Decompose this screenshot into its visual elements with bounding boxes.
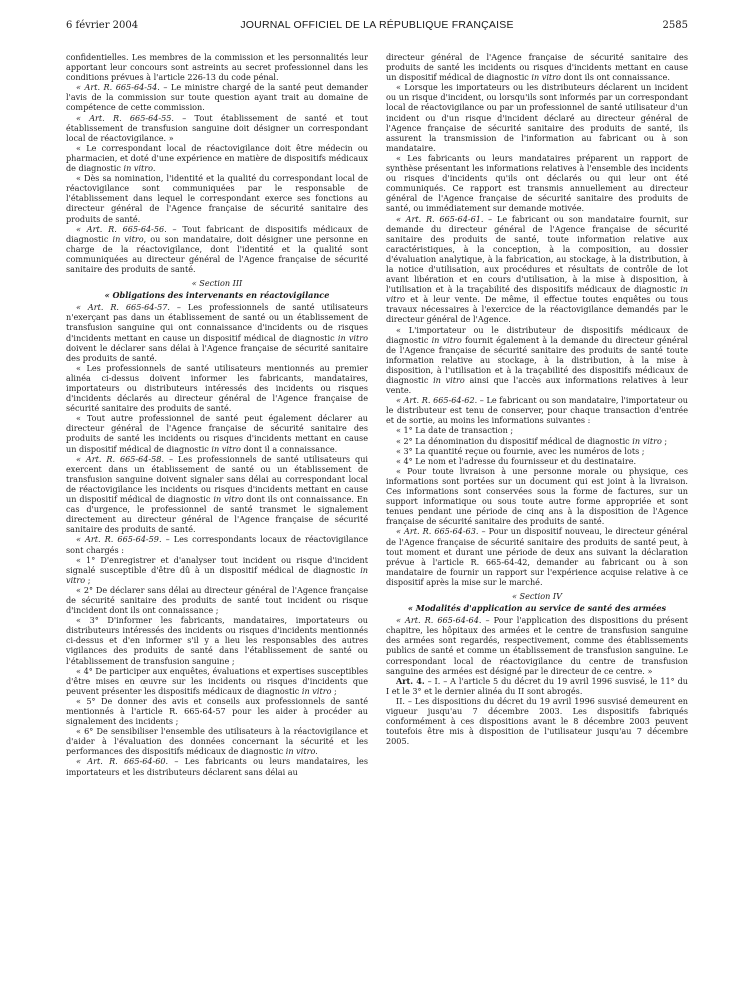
- section-subtitle: « Modalités d'application au service de santé des armées: [407, 603, 667, 614]
- paragraph: confidentielles. Les membres de la commission et les personnalités leur apportant leur concours sont astreints au secret professionnel dans les conditions prévues à l'article 226-13 du code pénal.: [66, 52, 368, 83]
- paragraph: « L'importateur ou le distributeur de dispositifs médicaux de diagnostic in vitro fournit également à la demande du directeur général de l'Agence française de sécurité sanitaire des produits de santé toute information relative au stockage, à la distribution, à la mise à disposition, à l'utilisation et à la traçabilité des dispositifs médicaux de diagnostic in vitro ainsi que l'accès aux informations relatives à leur vente.: [386, 324, 689, 396]
- page-header: [66, 16, 688, 36]
- list-item: « 3° La quantité reçue ou fournie, avec les numéros de lots ;: [396, 445, 645, 456]
- list-item: « 2° De déclarer sans délai au directeur général de l'Agence française de sécurité sanitaire des produits de santé tout incident ou risque d'incident dont ils ont connaissance ;: [66, 584, 368, 616]
- article-paragraph: « Art. R. 665-64-57. – Les professionnels de santé utilisateurs n'exerçant pas dans un établissement de santé ou un établissement de transfusion sanguine qui ont connaissance d'incidents ou de risques d'incidents mettant en cause un dispositif médical de diagnostic in vitro doivent le déclarer sans délai à l'Agence française de sécurité sanitaire des produits de santé.: [66, 302, 368, 363]
- article-paragraph: « Art. R. 665-64-58. – Les professionnels de santé utilisateurs qui exercent dans un établissement de santé ou un établissement de transfusion sanguine doivent signaler sans délai au correspondant local de réactovigilance les incidents ou risques d'incidents mettant en cause un dispositif médical de diagnostic in vitro dont ils ont connaissance. En cas d'urgence, le professionnel de santé transmet le signalement directement au directeur général de l'Agence française de sécurité sanitaire des produits de santé.: [66, 453, 368, 535]
- paragraph: « Lorsque les importateurs ou les distributeurs déclarent un incident ou un risque d'incident, ou lorsqu'ils sont informés par un correspondant local de réactovigilance ou par un professionnel de santé utilisateur d'un incident ou d'un risque d'incident déclaré au directeur général de l'Agence française de sécurité sanitaire des produits de santé, ils assurent la transmission de l'information au fabricant ou à son mandataire.: [386, 82, 688, 153]
- list-item: « 1° La date de transaction ;: [396, 425, 514, 436]
- header-page-number: 2585: [662, 20, 688, 31]
- left-column: [66, 52, 368, 777]
- paragraph: « Pour toute livraison à une personne morale ou physique, ces informations sont portées sur un document qui est joint à la livraison. Ces informations sont conservées sous la forme de factures, sur un support informatique ou sous toute autre forme appropriée et sont tenues pendant une période de cinq ans à la disposition de l'Agence française de sécurité sanitaire des produits de santé.: [386, 465, 688, 527]
- section-subtitle: « Obligations des intervenants en réactovigilance: [104, 290, 330, 301]
- article-paragraph: « Art. R. 665-64-63. – Pour un dispositif nouveau, le directeur général de l'Agence française de sécurité sanitaire des produits de santé peut, à tout moment et durant une période de deux ans suivant la déclaration prévue à l'article R. 665-64-42, demander au fabricant ou à son mandataire de fournir un rapport sur l'expérience acquise relative à ce dispositif après la mise sur le marché.: [386, 526, 688, 587]
- list-item: « 1° D'enregistrer et d'analyser tout incident ou risque d'incident signalé susceptible d'être dû à un dispositif médical de diagnostic in vitro ;: [66, 554, 368, 585]
- article-paragraph: « Art. R. 665-64-60. – Les fabricants ou leurs mandataires, les importateurs et les distributeurs déclarent sans délai au: [66, 756, 368, 777]
- header-date: 6 février 2004: [66, 20, 139, 31]
- header-journal-title: JOURNAL OFFICIEL DE LA RÉPUBLIQUE FRANÇAISE: [240, 19, 514, 31]
- section-heading: « Section III: [191, 278, 243, 289]
- paragraph: II. – Les dispositions du décret du 19 avril 1996 susvisé demeurent en vigueur jusqu'au 7 décembre 2003. Les dispositifs fabriqués conformément à ces dispositions avant le 8 décembre 2003 peuvent toutefois être mis à disposition de l'utilisateur jusqu'au 7 décembre 2005.: [386, 695, 688, 747]
- article-paragraph: « Art. R. 665-64-61. – Le fabricant ou son mandataire fournit, sur demande du directeur général de l'Agence française de sécurité sanitaire des produits de santé, toute information relative aux caractéristiques, à la conception, à la composition, au dossier d'évaluation analytique, à la fabrication, au stockage, à la distribution, à la notice d'utilisation, aux procédures et résultats de contrôle de lot avant libération et en cours d'utilisation, à la mise à disposition, à l'utilisation et à la traçabilité des dispositifs médicaux de diagnostic in vitro et à leur vente. De même, il effectue toutes enquêtes ou tous travaux nécessaires à l'exercice de la réactovigilance demandés par le directeur général de l'Agence.: [386, 213, 688, 325]
- paragraph: directeur général de l'Agence française de sécurité sanitaire des produits de santé les incidents ou risques d'incidents mettant en cause un dispositif médical de diagnostic in vitro dont ils ont connaissance.: [386, 52, 688, 83]
- paragraph: « Les fabricants ou leurs mandataires préparent un rapport de synthèse présentant les informations relatives à l'ensemble des incidents ou risques d'incidents qu'ils ont déclarés ou qui leur ont été communiqués. Ce rapport est transmis annuellement au directeur général de l'Agence française de sécurité sanitaire des produits de santé, ou immédiatement sur demande motivée.: [386, 152, 688, 214]
- section-heading: « Section IV: [512, 590, 562, 601]
- paragraph: « Les professionnels de santé utilisateurs mentionnés au premier alinéa ci-dessus doivent informer les fabricants, mandataires, importateurs ou distributeurs intéressés des incidents ou risques d'incidents déclarés au directeur général de l'Agence française de sécurité sanitaire des produits de santé.: [66, 362, 368, 414]
- list-item: « 5° De donner des avis et conseils aux professionnels de santé mentionnés à l'article R. 665-64-57 pour les aider à procéder au signalement des incidents ;: [66, 695, 368, 727]
- list-item: « 2° La dénomination du dispositif médical de diagnostic in vitro ;: [396, 435, 668, 446]
- article-paragraph: Art. 4. – I. – A l'article 5 du décret du 19 avril 1996 susvisé, le 11° du I et le 3° et le dernier alinéa du II sont abrogés.: [386, 675, 688, 696]
- paragraph: « Dès sa nomination, l'identité et la qualité du correspondant local de réactovigilance sont communiquées par le responsable de l'établissement dans lequel le correspondant exerce ses fonctions au directeur général de l'Agence française de sécurité sanitaire des produits de santé.: [66, 173, 368, 224]
- article-paragraph: « Art. R. 665-64-55. – Tout établissement de santé et tout établissement de transfusion sanguine doit désigner un correspondant local de réactovigilance. »: [66, 112, 368, 143]
- article-paragraph: « Art. R. 665-64-56. – Tout fabricant de dispositifs médicaux de diagnostic in vitro, ou son mandataire, doit désigner une personne en charge de la réactovigilance, dont l'identité et la qualité sont communiquées au directeur général de l'Agence française de sécurité sanitaire des produits de santé.: [66, 223, 369, 274]
- list-item: « 3° D'informer les fabricants, mandataires, importateurs ou distributeurs intéressés des incidents ou risques d'incidents mentionnés ci-dessus et d'en informer s'il y a lieu les responsables des autres vigilances des produits de santé dans l'établissement de santé ou l'établissement de transfusion sanguine ;: [66, 615, 368, 666]
- list-item: « 4° De participer aux enquêtes, évaluations et expertises susceptibles d'être mises en œuvre sur les incidents ou risques d'incidents que peuvent présenter les dispositifs médicaux de diagnostic in vitro ;: [66, 665, 368, 696]
- list-item: « 6° De sensibiliser l'ensemble des utilisateurs à la réactovigilance et d'aider à l'évaluation des données concernant la sécurité et les performances des dispositifs médicaux de diagnostic in vitro.: [66, 726, 368, 757]
- article-paragraph: « Art. R. 665-64-62. – Le fabricant ou son mandataire, l'importateur ou le distributeur est tenu de conserver, pour chaque transaction d'entrée et de sortie, au moins les informations suivantes :: [386, 395, 689, 426]
- paragraph: « Le correspondant local de réactovigilance doit être médecin ou pharmacien, et doté d'une expérience en matière de dispositifs médicaux de diagnostic in vitro.: [66, 142, 368, 174]
- article-paragraph: « Art. R. 665-64-59. – Les correspondants locaux de réactovigilance sont chargés :: [66, 534, 369, 555]
- list-item: « 4° Le nom et l'adresse du fournisseur et du destinataire.: [396, 455, 637, 466]
- article-paragraph: « Art. R. 665-64-54. – Le ministre chargé de la santé peut demander l'avis de la commission sur toute question ayant trait au domaine de compétence de cette commission.: [66, 82, 368, 113]
- paragraph: « Tout autre professionnel de santé peut également déclarer au directeur général de l'Agence française de sécurité sanitaire des produits de santé les incidents ou risques d'incidents mettant en cause un dispositif médical de diagnostic in vitro dont il a connaissance.: [66, 413, 368, 454]
- right-column: [386, 52, 688, 746]
- article-paragraph: « Art. R. 665-64-64. – Pour l'application des dispositions du présent chapitre, les hôpitaux des armées et le centre de transfusion sanguine des armées sont regardés, respectivement, comme des établissements publics de santé et comme un établissement de transfusion sanguine. Le correspondant local de réactovigilance du centre de transfusion sanguine des armées est désigné par le directeur de ce centre. »: [386, 615, 688, 676]
